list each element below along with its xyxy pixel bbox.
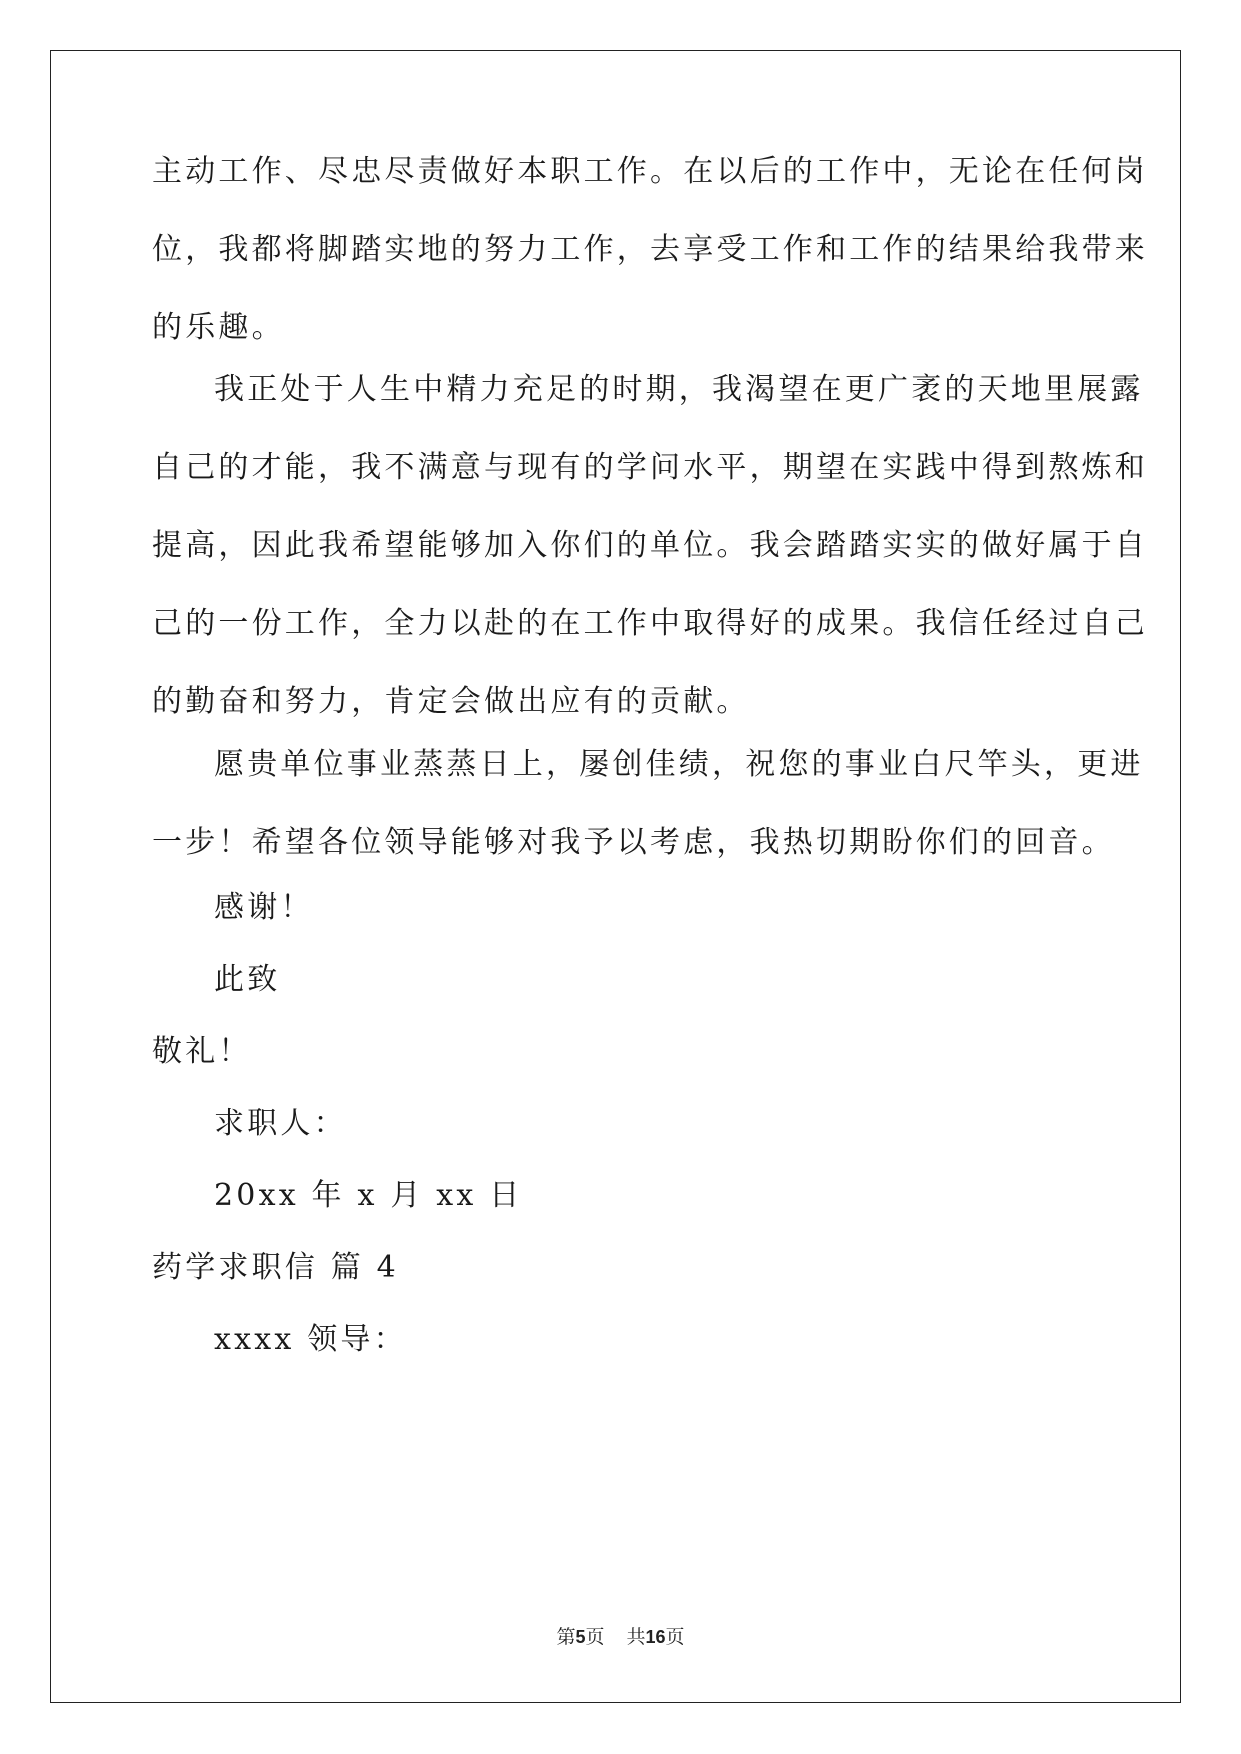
- paragraph-line: 愿贵单位事业蒸蒸日上，屡创佳绩，祝您的事业白尺竿头，更进: [214, 747, 1144, 782]
- paragraph-line: 的勤奋和努力，肯定会做出应有的贡献。: [152, 684, 750, 719]
- recipient-line: xxxx 领导：: [214, 1322, 407, 1357]
- paragraph-line: 主动工作、尽忠尽责做好本职工作。在以后的工作中，无论在任何岗: [152, 154, 1148, 189]
- paragraph-line: 提高，因此我希望能够加入你们的单位。我会踏踏实实的做好属于自: [152, 528, 1148, 563]
- page-prefix: 第: [556, 1626, 576, 1648]
- page-suffix: 页: [585, 1626, 605, 1648]
- signature-label: 求职人：: [214, 1106, 347, 1141]
- date-line: 20xx 年 x 月 xx 日: [214, 1178, 523, 1213]
- thanks-line: 感谢！: [214, 890, 314, 925]
- page-number: 5: [575, 1627, 586, 1647]
- paragraph-line: 位，我都将脚踏实地的努力工作，去享受工作和工作的结果给我带来: [152, 232, 1148, 267]
- total-suffix: 页: [665, 1626, 685, 1648]
- salutation-line: 敬礼！: [152, 1034, 252, 1069]
- paragraph-line: 我正处于人生中精力充足的时期，我渴望在更广袤的天地里展露: [214, 372, 1144, 407]
- paragraph-line: 自己的才能，我不满意与现有的学问水平，期望在实践中得到熬炼和: [152, 450, 1148, 485]
- section-heading: 药学求职信 篇 4: [152, 1250, 399, 1285]
- paragraph-line: 己的一份工作，全力以赴的在工作中取得好的成果。我信任经过自己: [152, 606, 1148, 641]
- total-pages: 16: [645, 1627, 666, 1647]
- total-prefix: 共: [626, 1626, 646, 1648]
- page-footer: [0, 1625, 1241, 1649]
- paragraph-line: 一步！希望各位领导能够对我予以考虑，我热切期盼你们的回音。: [152, 825, 1115, 860]
- closing-line: 此致: [214, 962, 281, 997]
- paragraph-line: 的乐趣。: [152, 310, 285, 345]
- page-border: [50, 50, 1181, 1703]
